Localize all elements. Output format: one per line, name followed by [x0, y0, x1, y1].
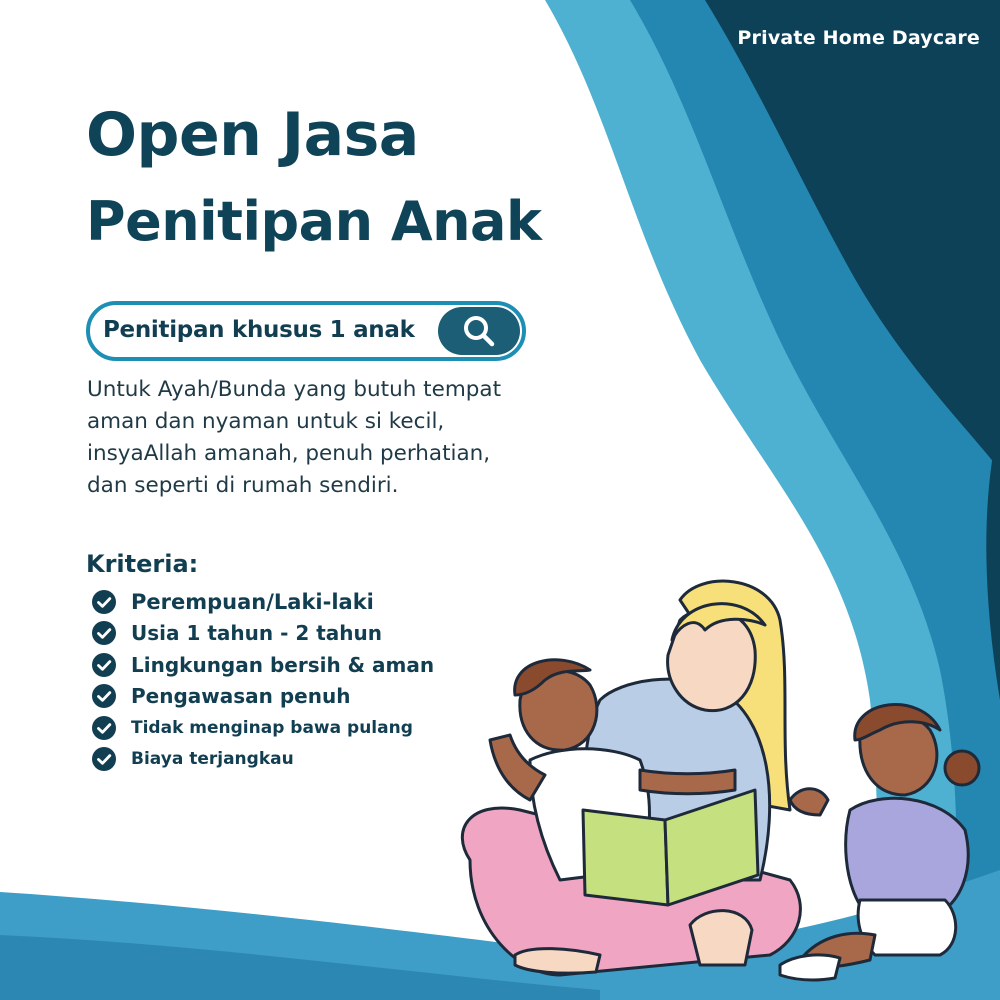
check-circle-icon — [92, 590, 116, 614]
list-item — [92, 618, 434, 650]
list-item-label: Usia 1 tahun - 2 tahun — [131, 621, 382, 646]
search-button[interactable] — [438, 307, 520, 355]
list-item — [92, 586, 434, 618]
list-item-label: Lingkungan bersih & aman — [131, 652, 435, 677]
girl-ponytail — [945, 751, 979, 785]
headline-line-2: Penitipan Anak — [86, 190, 542, 253]
description: Untuk Ayah/Bunda yang butuh tempat aman dan nyaman untuk si kecil, insyaAllah amanah, penuh perhatian, dan seperti di rumah sendiri. — [87, 377, 502, 498]
book-left-page — [583, 810, 668, 905]
boy-arm-right — [640, 770, 735, 794]
check-circle-icon — [92, 653, 116, 677]
girl-hand — [790, 789, 828, 815]
criteria-list — [92, 586, 434, 775]
woman-foot-right — [690, 911, 752, 965]
list-item — [92, 681, 434, 713]
check-circle-icon — [92, 621, 116, 645]
search-bar[interactable] — [86, 301, 526, 361]
search-text: Penitipan khusus 1 anak — [103, 317, 415, 343]
woman-foot-left — [515, 949, 600, 974]
list-item-label: Perempuan/Laki-laki — [131, 589, 374, 614]
brand-name: Private Home Daycare — [737, 27, 980, 49]
criteria-title: Kriteria: — [86, 550, 199, 578]
girl-shirt — [846, 798, 968, 915]
list-item — [92, 712, 434, 744]
list-item — [92, 649, 434, 681]
family-reading-illustration — [440, 570, 1000, 1000]
headline-line-1: Open Jasa — [86, 100, 419, 170]
list-item — [92, 744, 434, 776]
search-icon — [462, 314, 496, 348]
list-item-label: Tidak menginap bawa pulang — [131, 717, 413, 738]
check-circle-icon — [92, 684, 116, 708]
check-circle-icon — [92, 747, 116, 771]
check-circle-icon — [92, 716, 116, 740]
girl-socks — [780, 955, 840, 980]
list-item-label: Pengawasan penuh — [131, 684, 351, 709]
list-item-label: Biaya terjangkau — [131, 749, 294, 770]
